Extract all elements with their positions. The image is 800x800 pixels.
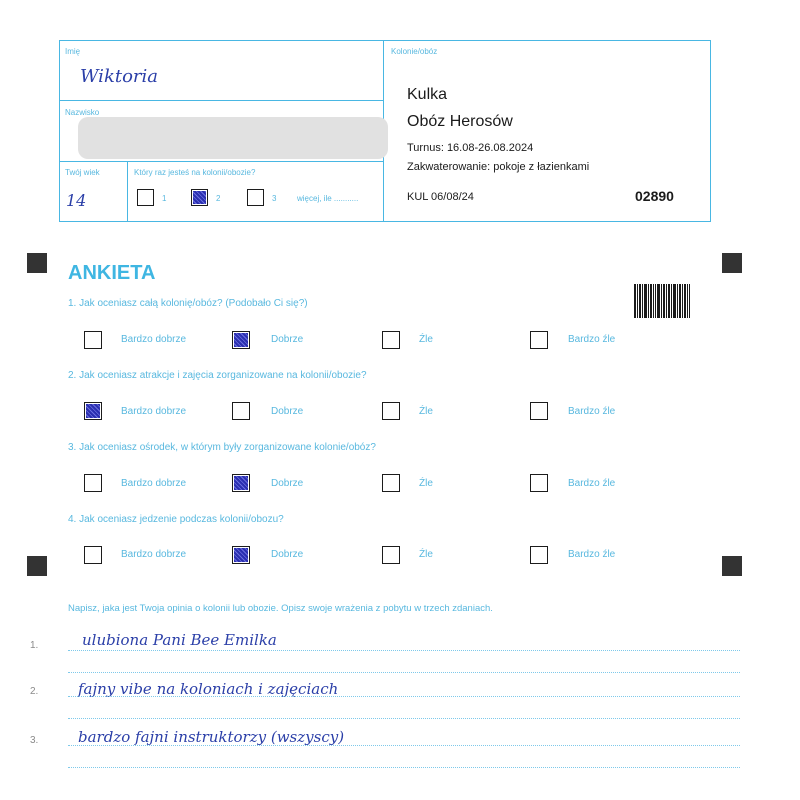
registration-marker-top-right — [722, 253, 742, 273]
q3-option-bardzo-zle: Bardzo źle — [568, 478, 616, 489]
q4-checkbox-bardzo-dobrze[interactable] — [84, 546, 102, 564]
barcode-icon — [634, 284, 690, 318]
camp-name: Kulka — [407, 86, 448, 103]
times-checkbox-2[interactable] — [191, 189, 208, 206]
q3-option-bardzo-dobrze: Bardzo dobrze — [121, 478, 187, 489]
form-number: 02890 — [635, 188, 674, 204]
opinion-line-1-answer[interactable]: ulubiona Pani Bee Emilka — [82, 631, 277, 649]
ktory-raz-label: Który raz jesteś na kolonii/obozie? — [134, 168, 256, 177]
q3-checkbox-bardzo-zle[interactable] — [530, 474, 548, 492]
nazwisko-label: Nazwisko — [65, 108, 100, 117]
header-row-line-2 — [59, 161, 384, 162]
times-checkbox-1[interactable] — [137, 189, 154, 206]
opinion-line-3-answer[interactable]: bardzo fajni instruktorzy (wszyscy) — [78, 728, 345, 746]
q1-option-bardzo-zle: Bardzo źle — [568, 334, 616, 345]
opinion-line-3-number: 3. — [30, 735, 39, 746]
camp-subtitle: Obóz Herosów — [407, 113, 513, 130]
q1-option-bardzo-dobrze: Bardzo dobrze — [121, 334, 187, 345]
question-3-text: 3. Jak oceniasz ośrodek, w którym były zorganizowane kolonie/obóz? — [68, 442, 376, 453]
opinion-line-3-rule — [68, 745, 740, 746]
survey-title: ANKIETA — [68, 262, 156, 284]
opinion-line-2-number: 2. — [30, 686, 39, 697]
camp-code: KUL 06/08/24 — [407, 191, 474, 203]
q4-checkbox-bardzo-zle[interactable] — [530, 546, 548, 564]
zakwaterowanie-text: Zakwaterowanie: pokoje z łazienkami — [407, 161, 590, 173]
q3-option-dobrze: Dobrze — [271, 478, 304, 489]
times-checkbox-3[interactable] — [247, 189, 264, 206]
q4-option-bardzo-zle: Bardzo źle — [568, 549, 616, 560]
opinion-line-1-number: 1. — [30, 640, 39, 651]
q1-option-zle: Źle — [419, 334, 433, 345]
q1-checkbox-bardzo-dobrze[interactable] — [84, 331, 102, 349]
opinion-line-2-rule — [68, 696, 740, 697]
q3-checkbox-bardzo-dobrze[interactable] — [84, 474, 102, 492]
q2-option-dobrze: Dobrze — [271, 406, 304, 417]
question-2-text: 2. Jak oceniasz atrakcje i zajęcia zorganizowane na kolonii/obozie? — [68, 370, 367, 381]
q2-checkbox-bardzo-dobrze[interactable] — [84, 402, 102, 420]
registration-marker-bottom-left — [27, 556, 47, 576]
times-option-3: 3 — [272, 194, 277, 203]
opinion-line-2-rule-2 — [68, 718, 740, 719]
wiek-field[interactable]: 14 — [66, 191, 87, 210]
q3-option-zle: Źle — [419, 478, 433, 489]
turnus-text: Turnus: 16.08-26.08.2024 — [407, 142, 534, 154]
times-option-1: 1 — [162, 194, 167, 203]
times-option-more: więcej, ile ........... — [297, 194, 359, 203]
q2-checkbox-dobrze[interactable] — [232, 402, 250, 420]
q1-option-dobrze: Dobrze — [271, 334, 304, 345]
header-row-line-1 — [59, 100, 384, 101]
question-1-text: 1. Jak oceniasz całą kolonię/obóz? (Podobało Ci się?) — [68, 298, 308, 309]
q3-checkbox-zle[interactable] — [382, 474, 400, 492]
kolonie-label: Kolonie/obóz — [391, 47, 438, 56]
registration-marker-top-left — [27, 253, 47, 273]
opinion-line-2-answer[interactable]: fajny vibe na koloniach i zajęciach — [78, 680, 339, 698]
q1-checkbox-dobrze[interactable] — [232, 331, 250, 349]
q2-option-bardzo-zle: Bardzo źle — [568, 406, 616, 417]
opinion-prompt: Napisz, jaka jest Twoja opinia o kolonii lub obozie. Opisz swoje wrażenia z pobytu w trzech zdaniach. — [68, 603, 493, 614]
q3-checkbox-dobrze[interactable] — [232, 474, 250, 492]
q1-checkbox-zle[interactable] — [382, 331, 400, 349]
q4-checkbox-zle[interactable] — [382, 546, 400, 564]
registration-marker-bottom-right — [722, 556, 742, 576]
opinion-line-3-rule-2 — [68, 767, 740, 768]
opinion-line-1-rule — [68, 650, 740, 651]
imie-field[interactable]: Wiktoria — [80, 66, 159, 87]
imie-label: Imię — [65, 47, 81, 56]
q2-option-bardzo-dobrze: Bardzo dobrze — [121, 406, 187, 417]
q4-option-dobrze: Dobrze — [271, 549, 304, 560]
q4-checkbox-dobrze[interactable] — [232, 546, 250, 564]
wiek-label: Twój wiek — [65, 168, 100, 177]
q4-option-bardzo-dobrze: Bardzo dobrze — [121, 549, 187, 560]
q2-checkbox-bardzo-zle[interactable] — [530, 402, 548, 420]
opinion-line-1-rule-2 — [68, 672, 740, 673]
nazwisko-redaction — [78, 117, 388, 159]
q1-checkbox-bardzo-zle[interactable] — [530, 331, 548, 349]
q4-option-zle: Źle — [419, 549, 433, 560]
q2-option-zle: Źle — [419, 406, 433, 417]
header-age-divider — [127, 161, 128, 221]
times-option-2: 2 — [216, 194, 221, 203]
question-4-text: 4. Jak oceniasz jedzenie podczas kolonii/obozu? — [68, 514, 284, 525]
q2-checkbox-zle[interactable] — [382, 402, 400, 420]
